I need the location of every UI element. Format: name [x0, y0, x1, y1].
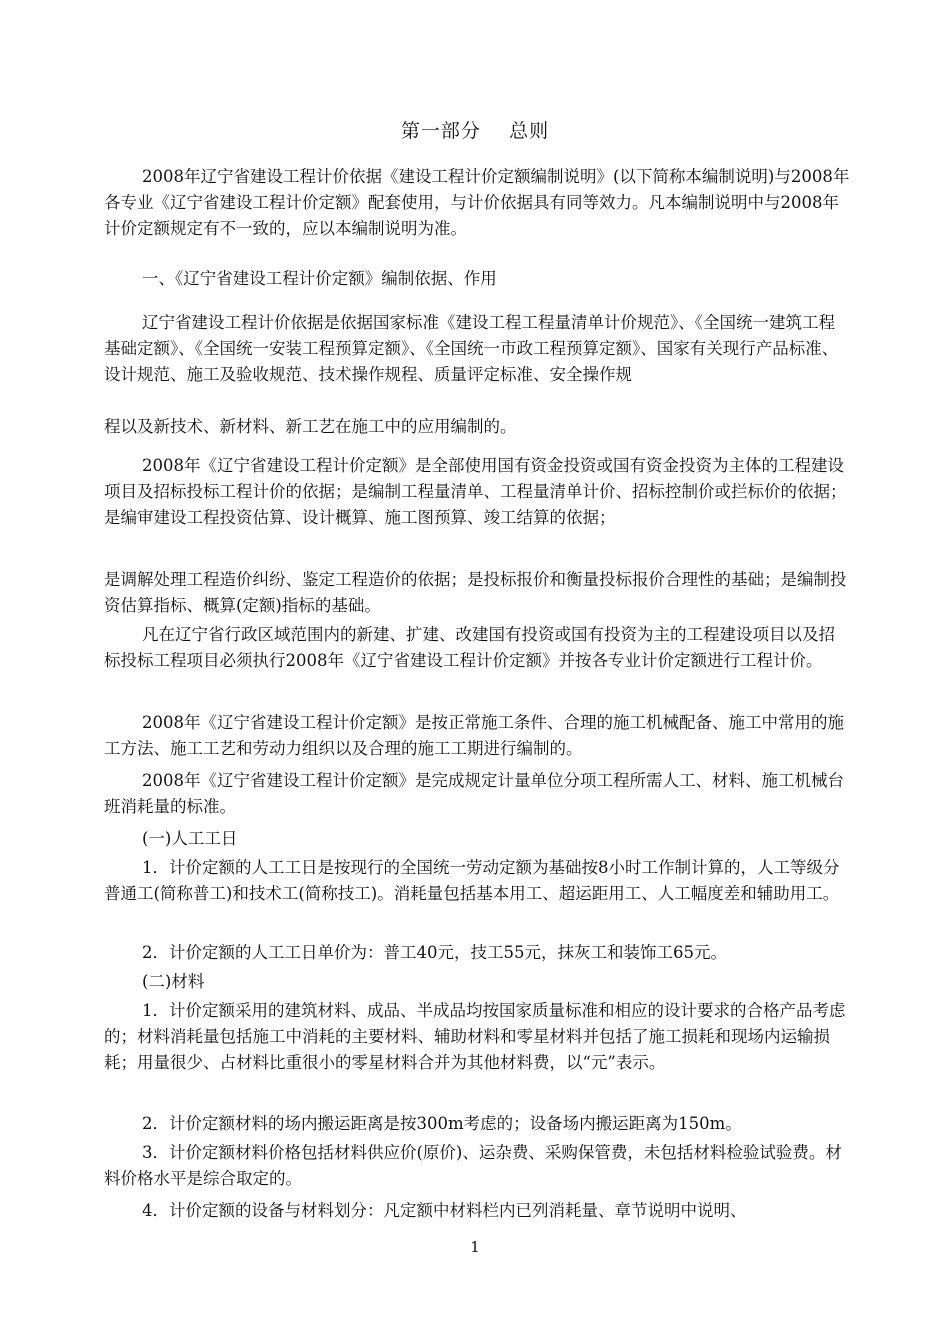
paragraph-basis-cont: 程以及新技术、新材料、新工艺在施工中的应用编制的。	[104, 417, 517, 436]
paragraph-conditions: 2008年《辽宁省建设工程计价定额》是按正常施工条件、合理的施工机械配备、施工中常用的施工方法、施工工艺和劳动力组织以及合理的施工工期进行编制的。	[104, 713, 844, 758]
paragraph-materials-4: 4．计价定额的设备与材料划分：凡定额中材料栏内已列消耗量、章节说明中说明、	[142, 1201, 747, 1220]
page-title: 第一部分 总则	[400, 120, 550, 142]
paragraph-labor-2: 2．计价定额的人工工日单价为：普工40元，技工55元，抹灰工和装饰工65元。	[142, 943, 727, 962]
page-number: 1	[470, 1238, 480, 1256]
paragraph-materials-2: 2．计价定额材料的场内搬运距离是按300m考虑的；设备场内搬运距离为150m。	[142, 1114, 742, 1133]
paragraph-materials-1: 1．计价定额采用的建筑材料、成品、半成品均按国家质量标准和相应的设计要求的合格产品考虑的；材料消耗量包括施工中消耗的主要材料、辅助材料和零星材料并包括了施工损耗和现场内运输损耗；用量很少、占材料比重很小的零星材料合并为其他材料费，以“元”表示。	[104, 1001, 846, 1072]
paragraph-usage-cont: 是调解处理工程造价纠纷、鉴定工程造价的依据；是投标报价和衡量投标报价合理性的基础；是编制投资估算指标、概算(定额)指标的基础。	[104, 570, 847, 615]
subheading-labor: (一)人工工日	[142, 829, 238, 848]
paragraph-materials-3: 3．计价定额材料价格包括材料供应价(原价)、运杂费、采购保管费，未包括材料检验试验费。材料价格水平是综合取定的。	[104, 1143, 842, 1188]
paragraph-scope: 凡在辽宁省行政区域范围内的新建、扩建、改建国有投资或国有投资为主的工程建设项目以及招标投标工程项目必须执行2008年《辽宁省建设工程计价定额》并按各专业计价定额进行工程计价。	[104, 625, 835, 670]
section-heading-1: 一、《辽宁省建设工程计价定额》编制依据、作用	[142, 269, 497, 288]
subheading-materials: (二)材料	[142, 972, 205, 991]
paragraph-intro: 2008年辽宁省建设工程计价依据《建设工程计价定额编制说明》(以下简称本编制说明)与2008年各专业《辽宁省建设工程计价定额》配套使用，与计价依据具有同等效力。凡本编制说明中与2008年计价定额规定有不一致的，应以本编制说明为准。	[104, 167, 850, 238]
paragraph-basis: 辽宁省建设工程计价依据是依据国家标准《建设工程工程量清单计价规范》、《全国统一建筑工程基础定额》、《全国统一安装工程预算定额》、《全国统一市政工程预算定额》、国家有关现行产品标准、设计规范、施工及验收规范、技术操作规程、质量评定标准、安全操作规	[104, 313, 839, 384]
paragraph-standard: 2008年《辽宁省建设工程计价定额》是完成规定计量单位分项工程所需人工、材料、施工机械台班消耗量的标准。	[104, 771, 844, 816]
paragraph-usage: 2008年《辽宁省建设工程计价定额》是全部使用国有资金投资或国有资金投资为主体的工程建设项目及招标投标工程计价的依据；是编制工程量清单、工程量清单计价、招标控制价或拦标价的依据；是编审建设工程投资估算、设计概算、施工图预算、竣工结算的依据；	[104, 456, 847, 527]
paragraph-labor-1: 1．计价定额的人工工日是按现行的全国统一劳动定额为基础按8小时工作制计算的，人工等级分普通工(简称普工)和技术工(简称技工)。消耗量包括基本用工、超运距用工、人工幅度差和辅助用工。	[104, 858, 840, 903]
